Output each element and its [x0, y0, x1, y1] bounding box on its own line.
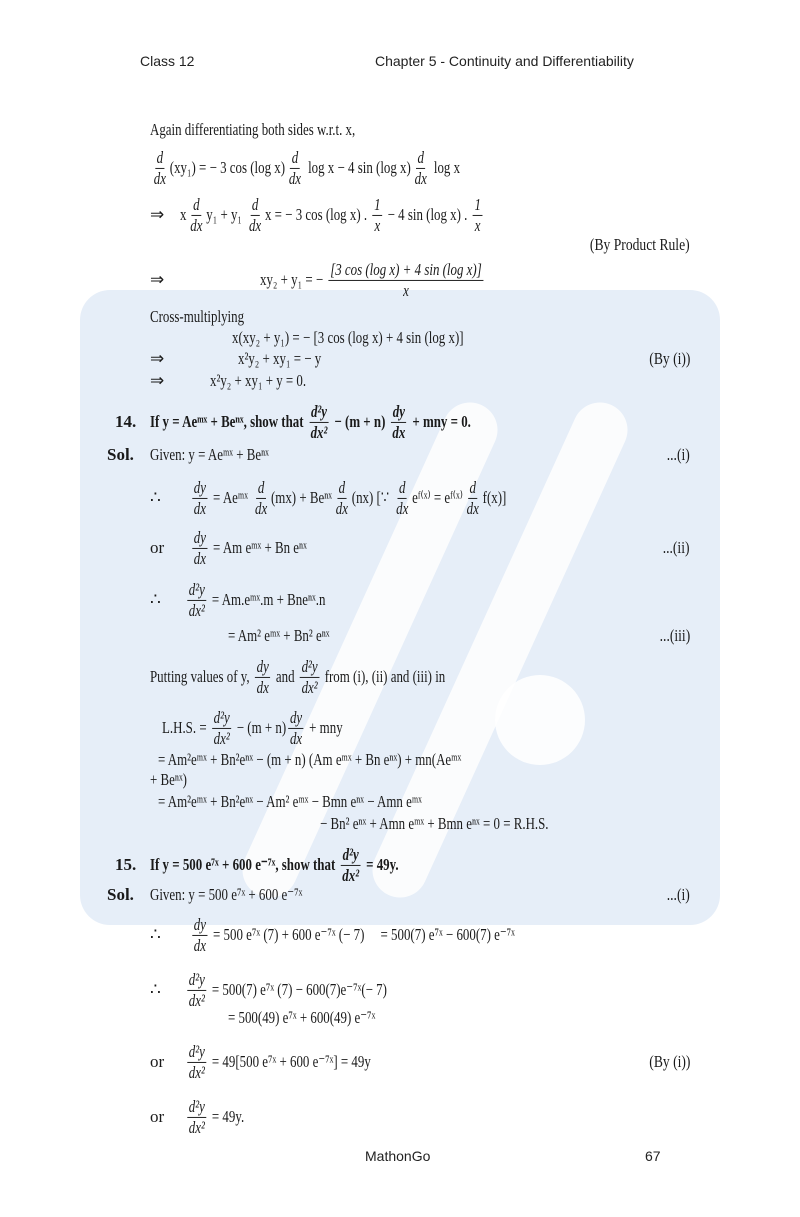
line-lead: ∴ — [150, 925, 161, 944]
math-text: − (m + n) — [331, 412, 389, 431]
math-line — [150, 770, 187, 790]
denominator: dx — [466, 498, 479, 518]
math-text: Putting values of y, — [150, 667, 253, 686]
math-line — [185, 970, 387, 1010]
math-line — [228, 626, 330, 646]
numerator: dy — [392, 401, 405, 421]
fraction — [212, 708, 231, 748]
denominator: dx — [335, 498, 348, 518]
math-text: log x − 4 sin (log x) — [304, 158, 411, 177]
math-line — [185, 1042, 371, 1082]
math-text: − 4 sin (log x) . — [384, 205, 471, 224]
denominator: dx — [190, 215, 203, 235]
fraction — [192, 528, 207, 568]
equation-tag: (By Product Rule) — [590, 235, 690, 254]
denominator: dx² — [188, 600, 205, 620]
denominator: dx² — [188, 990, 205, 1010]
numerator: d — [193, 194, 200, 214]
math-text: Again differentiating both sides w.r.t. x, — [150, 120, 356, 139]
fraction — [253, 478, 268, 518]
denominator: dx² — [310, 422, 328, 442]
math-text: x(xy₂ + y₁) = − [3 cos (log x) + 4 sin (log x)] — [232, 328, 464, 347]
fraction — [391, 402, 407, 442]
line-lead: or — [150, 1052, 165, 1071]
line-lead: ∴ — [150, 980, 161, 999]
numerator: d — [417, 147, 424, 167]
fraction — [247, 195, 262, 235]
math-line — [238, 349, 321, 369]
denominator: dx — [254, 498, 268, 518]
numerator: d²y — [342, 844, 359, 864]
numerator: d²y — [188, 1041, 205, 1061]
fraction — [187, 970, 206, 1010]
math-text: x²y₂ + xy₁ = − y — [238, 349, 322, 368]
equation-tag: ...(i) — [666, 885, 690, 904]
math-text: = 500(7) e⁷ˣ (7) − 600(7)e⁻⁷ˣ(− 7) — [208, 980, 387, 999]
numerator: dy — [289, 707, 303, 727]
denominator: dx² — [188, 1117, 205, 1137]
line-lead: 14. — [115, 412, 137, 431]
line-lead: Sol. — [107, 445, 134, 464]
math-line — [320, 814, 549, 834]
denominator: dx — [153, 168, 166, 188]
denominator: dx² — [301, 677, 318, 697]
page-number: 67 — [645, 1148, 661, 1164]
math-line — [150, 120, 355, 140]
math-text: = 49y. — [362, 855, 399, 874]
fraction — [287, 148, 302, 188]
math-text: Cross-multiplying — [150, 307, 245, 326]
math-text: = 500 e⁷ˣ (7) + 600 e⁻⁷ˣ (− 7) = 500(7) e⁷ˣ − 600(7) e⁻⁷ˣ — [209, 925, 515, 944]
line-lead: or — [150, 1107, 165, 1126]
fraction — [187, 580, 206, 620]
numerator: d — [291, 147, 299, 167]
equation-tag: ...(iii) — [659, 626, 690, 645]
numerator: d²y — [310, 401, 328, 421]
line-lead: 15. — [115, 855, 137, 874]
math-line — [158, 792, 422, 812]
fraction — [341, 845, 361, 885]
math-text: f(x)] — [482, 488, 507, 507]
denominator: dx² — [188, 1062, 205, 1082]
math-text: + mny = 0. — [409, 412, 471, 431]
fraction — [395, 478, 410, 518]
line-lead: ⇒ — [150, 205, 165, 224]
math-text: Given: y = Aeᵐˣ + Beⁿˣ — [150, 445, 269, 464]
math-text: = Aeᵐˣ — [209, 488, 252, 507]
numerator: d²y — [188, 969, 205, 989]
math-line — [228, 1008, 375, 1028]
numerator: [3 cos (log x) + 4 sin (log x)] — [330, 259, 482, 279]
denominator: dx² — [213, 728, 230, 748]
equation-tag: (By (i)) — [648, 1052, 690, 1071]
math-text: log x — [430, 158, 461, 177]
math-text: and — [272, 667, 298, 686]
fraction — [189, 195, 204, 235]
denominator: x — [374, 215, 381, 235]
fraction — [152, 148, 167, 188]
denominator: dx — [193, 935, 206, 955]
numerator: d — [469, 477, 476, 497]
denominator: x — [403, 280, 409, 300]
math-text: = Am²eᵐˣ + Bn²eⁿˣ − (m + n) (Am eᵐˣ + Bn eⁿˣ) + mn(Aeᵐˣ — [158, 750, 462, 769]
math-text: − (m + n) — [233, 718, 287, 737]
line-lead: or — [150, 538, 165, 557]
fraction — [465, 478, 480, 518]
math-line — [150, 845, 399, 885]
fraction — [329, 260, 484, 300]
math-text: + mny — [305, 718, 343, 737]
denominator: dx — [193, 498, 206, 518]
math-text: + Beⁿˣ) — [150, 770, 187, 789]
denominator: dx — [288, 168, 302, 188]
math-text: xy₂ + y₁ = − — [260, 270, 327, 289]
line-lead: ⇒ — [150, 371, 165, 390]
numerator: d — [398, 477, 406, 497]
fraction — [334, 478, 349, 518]
numerator: 1 — [374, 194, 381, 214]
denominator: dx — [414, 168, 427, 188]
fraction — [473, 195, 483, 235]
line-lead: ⇒ — [150, 349, 165, 368]
math-text: = Am²eᵐˣ + Bn²eⁿˣ − Am² eᵐˣ − Bmn eⁿˣ − Amn eᵐˣ — [158, 792, 422, 811]
fraction — [192, 478, 207, 518]
numerator: d — [257, 477, 265, 497]
math-line — [185, 580, 325, 620]
math-text: = Am eᵐˣ + Bn eⁿˣ — [209, 538, 307, 557]
equation-tag: ...(ii) — [663, 538, 690, 557]
math-text: y₁ + y₁ — [206, 205, 246, 224]
denominator: x — [474, 215, 481, 235]
math-text: from (i), (ii) and (iii) in — [321, 667, 446, 686]
fraction — [192, 915, 207, 955]
math-line — [150, 148, 460, 188]
fraction — [288, 708, 303, 748]
math-line — [150, 307, 244, 327]
math-text: = 49[500 e⁷ˣ + 600 e⁻⁷ˣ] = 49y — [208, 1052, 371, 1071]
denominator: dx — [193, 548, 206, 568]
line-lead: ∴ — [150, 590, 161, 609]
math-line — [150, 657, 445, 697]
equation-tag: ...(i) — [666, 445, 690, 464]
fraction — [309, 402, 329, 442]
denominator: dx — [392, 422, 406, 442]
fraction — [373, 195, 383, 235]
math-line — [150, 445, 269, 465]
fraction — [187, 1042, 206, 1082]
math-text: Given: y = 500 e⁷ˣ + 600 e⁻⁷ˣ — [150, 885, 303, 904]
math-text: (xy₁) = − 3 cos (log x) — [169, 158, 286, 177]
math-text: = 49y. — [208, 1107, 245, 1126]
math-text: = 500(49) e⁷ˣ + 600(49) e⁻⁷ˣ — [228, 1008, 376, 1027]
denominator: dx — [256, 677, 269, 697]
math-line — [260, 260, 486, 300]
fraction — [255, 657, 270, 697]
numerator: d²y — [301, 656, 318, 676]
math-text: = Am² eᵐˣ + Bn² eⁿˣ — [228, 626, 330, 645]
numerator: d — [338, 477, 346, 497]
numerator: dy — [256, 656, 269, 676]
numerator: dy — [193, 527, 206, 547]
math-text: (nx) [∵ — [351, 488, 393, 507]
math-line — [158, 750, 461, 770]
math-text: (mx) + Beⁿˣ — [270, 488, 333, 507]
numerator: 1 — [474, 194, 481, 214]
numerator: d — [156, 147, 164, 167]
math-line — [190, 478, 506, 518]
line-lead: ∴ — [150, 488, 161, 507]
math-text: x = − 3 cos (log x) . — [264, 205, 371, 224]
numerator: dy — [193, 914, 206, 934]
denominator: dx — [248, 215, 262, 235]
math-text: x — [180, 205, 187, 224]
equation-tag: (By (i)) — [648, 349, 690, 368]
math-line — [190, 915, 515, 955]
header-chapter: Chapter 5 - Continuity and Differentiability — [375, 53, 634, 69]
math-line — [210, 371, 306, 391]
math-line — [180, 195, 485, 235]
math-line — [162, 708, 343, 748]
header-class: Class 12 — [140, 53, 195, 69]
math-text: = Am.eᵐˣ.m + Bneⁿˣ.n — [208, 590, 326, 609]
fraction — [300, 657, 319, 697]
math-line — [150, 885, 302, 905]
math-text: L.H.S. = — [162, 718, 210, 737]
numerator: d²y — [213, 707, 230, 727]
denominator: dx² — [342, 865, 360, 885]
numerator: d — [251, 194, 259, 214]
math-line — [190, 528, 307, 568]
math-text: x²y₂ + xy₁ + y = 0. — [210, 371, 307, 390]
numerator: dy — [193, 477, 206, 497]
math-line — [150, 402, 471, 442]
math-text: If y = 500 e⁷ˣ + 600 e⁻⁷ˣ, show that — [150, 855, 339, 874]
numerator: d²y — [188, 1096, 205, 1116]
line-lead: Sol. — [107, 885, 134, 904]
fraction — [187, 1097, 206, 1137]
math-text: − Bn² eⁿˣ + Amn eᵐˣ + Bmn eⁿˣ = 0 = R.H.S. — [320, 814, 549, 833]
line-lead: ⇒ — [150, 270, 165, 289]
denominator: dx — [396, 498, 409, 518]
math-text: If y = Aeᵐˣ + Beⁿˣ, show that — [150, 412, 307, 431]
footer-brand: MathonGo — [365, 1148, 431, 1164]
denominator: dx — [289, 728, 303, 748]
fraction — [413, 148, 428, 188]
numerator: d²y — [188, 579, 205, 599]
math-line — [232, 328, 464, 348]
math-text: eᶠ⁽ˣ⁾ = eᶠ⁽ˣ⁾ — [412, 488, 463, 507]
math-line — [185, 1097, 244, 1137]
